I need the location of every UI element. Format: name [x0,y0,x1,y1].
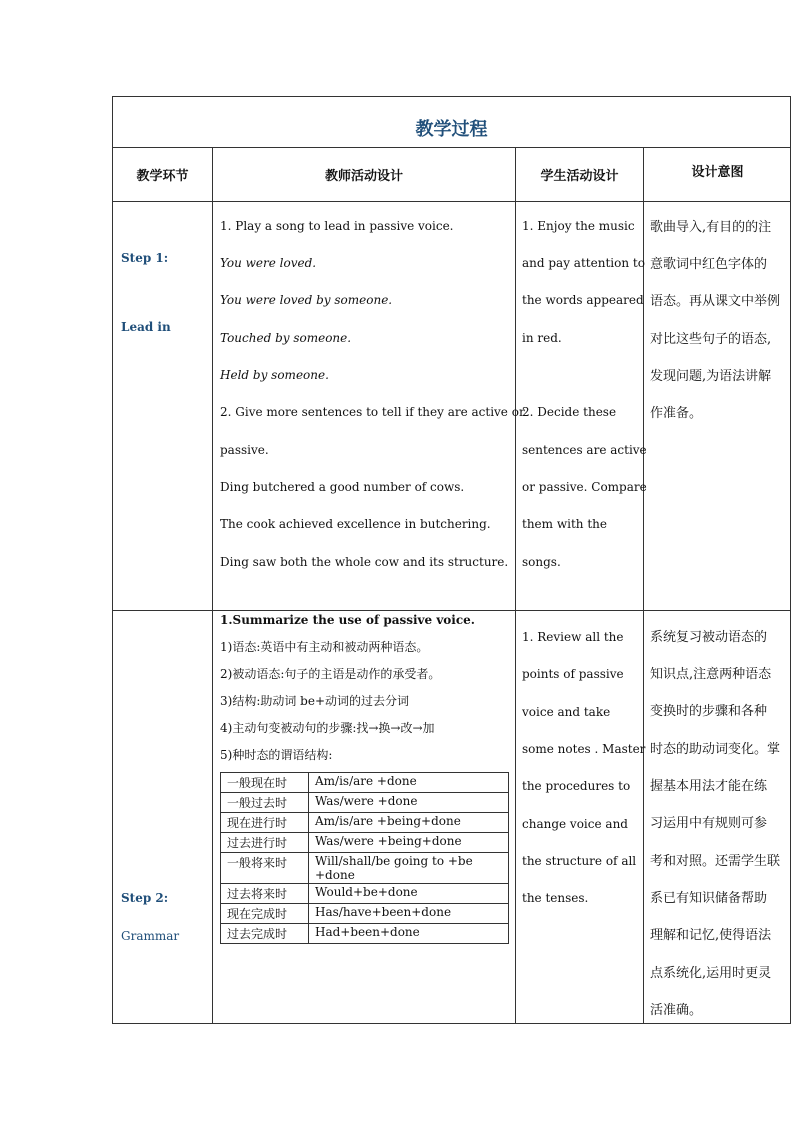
grammar-point: 3)结构:助动词 be+动词的过去分词 [220,694,410,708]
student-line: points of passive [522,667,624,681]
tense-name: 过去将来时 [221,884,309,904]
intent-line: 知识点,注意两种语态 [650,667,772,682]
student-line: in red. [522,331,562,345]
tense-name: 现在完成时 [221,904,309,924]
intent-line: 时态的助动词变化。掌 [650,742,781,757]
tense-structure: Am/is/are +done [309,773,509,793]
student-line: 1. Review all the [522,630,624,644]
student-line: and pay attention to [522,256,645,270]
intent-line: 对比这些句子的语态, [650,332,772,347]
student-line: the procedures to [522,779,631,793]
grammar-point: 4)主动句变被动句的步骤:找→换→改→加 [220,721,435,735]
tense-name: 一般现在时 [221,773,309,793]
header-teacher: 教师活动设计 [324,169,403,184]
tense-structure: Am/is/are +being+done [309,813,509,833]
grammar-point: 2)被动语态:句子的主语是动作的承受者。 [220,667,441,681]
teacher-line: 2. Give more sentences to tell if they are active or [220,405,525,419]
tense-structure: Had+been+done [309,924,509,944]
header-student: 学生活动设计 [540,169,619,184]
tense-row [221,793,509,813]
student-line: some notes . Master [522,742,646,756]
lesson-plan-table [112,96,791,1024]
grammar-heading: 1.Summarize the use of passive voice. [220,613,475,627]
teacher-line: Ding saw both the whole cow and its structure. [220,555,509,569]
student-line: the structure of all [522,854,637,868]
student-line: the tenses. [522,891,589,905]
col-divider [515,147,516,1023]
tense-structure: Was/were +done [309,793,509,813]
grammar-point: 1)语态:英语中有主动和被动两种语态。 [220,640,429,654]
teacher-line: Touched by someone. [220,331,352,345]
intent-line: 语态。再从课文中举例 [650,294,781,309]
intent-line: 系统复习被动语态的 [650,630,768,645]
tense-row [221,884,509,904]
student-line: songs. [522,555,561,569]
tense-row [221,773,509,793]
intent-line: 作准备。 [650,406,703,421]
header-intent: 设计意图 [691,165,744,180]
tense-name: 过去完成时 [221,924,309,944]
intent-line: 歌曲导入,有目的的注 [650,220,772,235]
student-line: 2. Decide these [522,405,617,419]
tense-row [221,813,509,833]
student-line: or passive. Compare [522,480,647,494]
teacher-line: Ding butchered a good number of cows. [220,480,465,494]
intent-line: 系已有知识储备帮助 [650,891,768,906]
intent-line: 活准确。 [650,1003,703,1018]
tense-structure: Was/were +being+done [309,833,509,853]
student-line: 1. Enjoy the music [522,219,635,233]
row-divider [113,610,790,611]
tense-structure: Would+be+done [309,884,509,904]
tense-name: 一般将来时 [221,853,309,884]
step1-name: Lead in [121,320,171,334]
teacher-line: passive. [220,443,269,457]
tense-name: 现在进行时 [221,813,309,833]
teacher-line: 1. Play a song to lead in passive voice. [220,219,454,233]
intent-line: 发现问题,为语法讲解 [650,369,772,384]
intent-line: 变换时的步骤和各种 [650,704,768,719]
intent-line: 习运用中有规则可参 [650,816,768,831]
tense-name: 一般过去时 [221,793,309,813]
tense-row [221,904,509,924]
student-line: change voice and [522,817,628,831]
col-divider [643,147,644,1023]
tense-structure: Has/have+been+done [309,904,509,924]
step2-label: Step 2: [121,891,169,905]
tense-table [220,772,509,944]
col-divider [212,147,213,1023]
header-stage: 教学环节 [136,169,189,184]
student-line: voice and take [522,705,611,719]
step2-name: Grammar [121,929,180,943]
teacher-line: You were loved. [220,256,317,270]
student-line: sentences are active [522,443,647,457]
intent-line: 握基本用法才能在练 [650,779,768,794]
student-line: the words appeared [522,293,644,307]
teacher-line: You were loved by someone. [220,293,393,307]
tense-row [221,833,509,853]
teacher-line: The cook achieved excellence in butchering. [220,517,491,531]
tense-name: 过去进行时 [221,833,309,853]
tense-row [221,853,509,884]
row-divider [113,147,790,148]
page-title: 教学过程 [415,119,488,140]
intent-line: 考和对照。还需学生联 [650,854,781,869]
tense-structure: Will/shall/be going to +be +done [309,853,509,884]
intent-line: 点系统化,运用时更灵 [650,966,772,981]
row-divider [113,201,790,202]
intent-line: 意歌词中红色字体的 [650,257,768,272]
teacher-line: Held by someone. [220,368,329,382]
grammar-point: 5)种时态的谓语结构: [220,748,333,762]
student-line: them with the [522,517,607,531]
intent-line: 理解和记忆,使得语法 [650,928,772,943]
step1-label: Step 1: [121,251,169,265]
tense-row [221,924,509,944]
